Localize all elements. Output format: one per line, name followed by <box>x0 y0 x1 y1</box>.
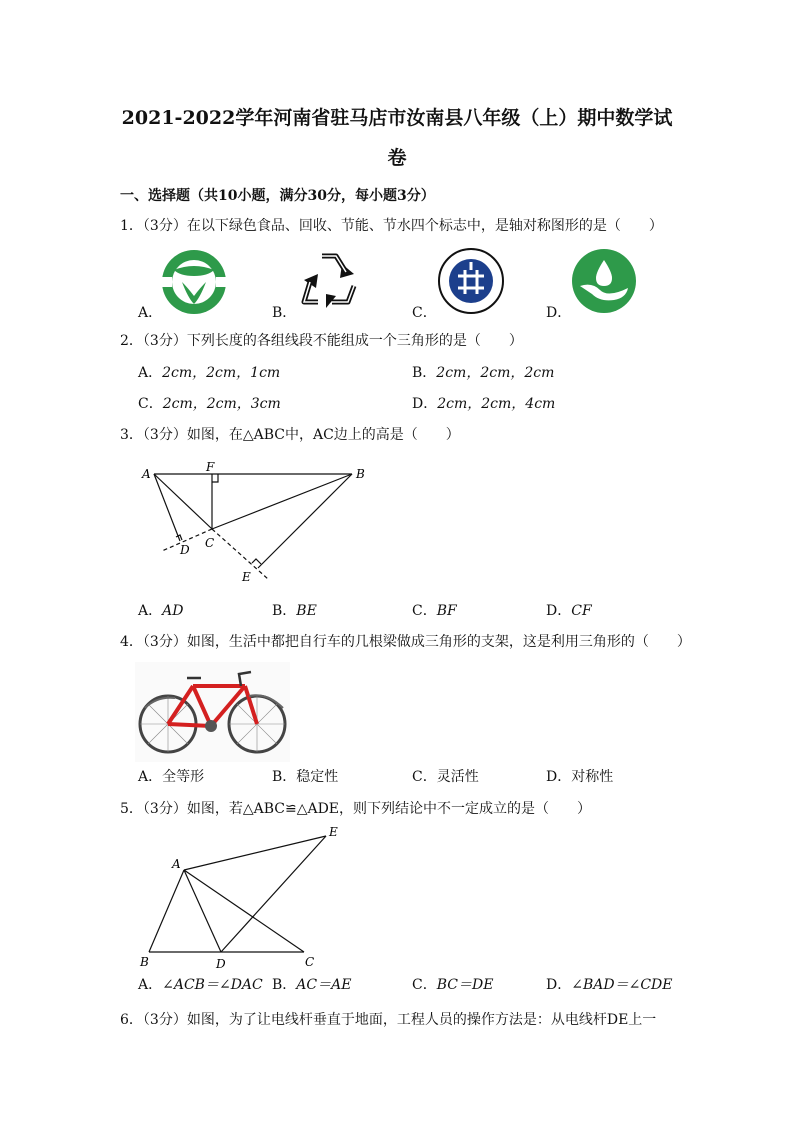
triangle-figure-q3 <box>130 455 380 585</box>
figure-label-e: E <box>242 570 251 584</box>
question-score: （3分） <box>142 218 187 234</box>
q3-option-a: A．AD <box>138 603 184 619</box>
q5-option-d: D．∠BAD＝∠CDE <box>546 977 673 993</box>
question-number: 1． <box>120 218 143 234</box>
q4-option-b: B．稳定性 <box>272 769 339 785</box>
figure-label-b: B <box>140 955 149 969</box>
q5-option-c: C．BC＝DE <box>412 977 494 993</box>
figure-label-d: D <box>180 543 190 557</box>
question-stem: 在以下绿色食品、回收、节能、节水四个标志中，是轴对称图形的是（ ） <box>186 218 663 234</box>
q2-option-d: D．2cm，2cm，4cm <box>412 396 556 412</box>
q2-option-b: B．2cm，2cm，2cm <box>412 365 555 381</box>
green-food-logo-icon <box>160 248 228 316</box>
q1-option-a-label: A． <box>138 305 163 321</box>
question-score: （3分） <box>142 427 187 443</box>
q1-option-b-label: B． <box>272 305 297 321</box>
q3-option-b: B．BE <box>272 603 317 619</box>
q4-option-a: A．全等形 <box>138 769 205 785</box>
congruent-triangles-figure-q5 <box>132 824 352 972</box>
q5-option-b: B．AC＝AE <box>272 977 352 993</box>
question-score: （3分） <box>142 1012 187 1028</box>
question-2 <box>120 331 523 351</box>
figure-label-a: A <box>142 467 151 481</box>
question-1 <box>120 216 663 236</box>
q2-option-c: C．2cm，2cm，3cm <box>138 396 281 412</box>
section-heading: 一、选择题（共10小题，满分30分，每小题3分） <box>120 188 435 204</box>
q4-option-c: C．灵活性 <box>412 769 479 785</box>
figure-label-f: F <box>206 460 215 474</box>
question-stem: 如图，为了让电线杆垂直于地面，工程人员的操作方法是：从电线杆DE上一 <box>186 1012 657 1028</box>
q1-option-c-label: C． <box>412 305 437 321</box>
question-stem: 如图，若△ABC≌△ADE，则下列结论中不一定成立的是（ ） <box>186 801 592 817</box>
question-stem: 如图，在△ABC中，AC边上的高是（ ） <box>186 427 460 443</box>
q2-option-a: A．2cm，2cm，1cm <box>138 365 281 381</box>
question-score: （3分） <box>142 634 187 650</box>
question-stem: 下列长度的各组线段不能组成一个三角形的是（ ） <box>186 333 523 349</box>
figure-label-e: E <box>329 825 338 839</box>
question-stem: 如图，生活中都把自行车的几根梁做成三角形的支架，这是利用三角形的（ ） <box>186 634 691 650</box>
figure-label-c: C <box>305 955 315 969</box>
question-6 <box>120 1010 656 1030</box>
figure-label-c: C <box>205 536 215 550</box>
q5-option-a: A．∠ACB＝∠DAC <box>138 977 263 993</box>
q3-option-c: C．BF <box>412 603 457 619</box>
question-number: 4． <box>120 634 143 650</box>
question-4 <box>120 632 691 652</box>
figure-label-b: B <box>356 467 365 481</box>
question-number: 3． <box>120 427 143 443</box>
question-3 <box>120 425 460 445</box>
figure-label-d: D <box>216 957 226 971</box>
question-number: 6． <box>120 1012 143 1028</box>
recycle-icon <box>296 250 364 312</box>
question-number: 5． <box>120 801 143 817</box>
q3-option-d: D．CF <box>546 603 592 619</box>
question-number: 2． <box>120 333 143 349</box>
page-title-continued: 卷 <box>387 147 407 169</box>
bicycle-icon <box>135 662 290 762</box>
water-saving-logo-icon <box>570 248 638 314</box>
figure-label-a: A <box>172 857 181 871</box>
question-5 <box>120 799 591 819</box>
energy-saving-logo-icon <box>436 246 506 316</box>
question-score: （3分） <box>142 333 187 349</box>
q4-option-d: D．对称性 <box>546 769 614 785</box>
q1-option-d-label: D． <box>546 305 572 321</box>
page-title: 2021-2022学年河南省驻马店市汝南县八年级（上）期中数学试 <box>121 107 673 129</box>
question-score: （3分） <box>142 801 187 817</box>
